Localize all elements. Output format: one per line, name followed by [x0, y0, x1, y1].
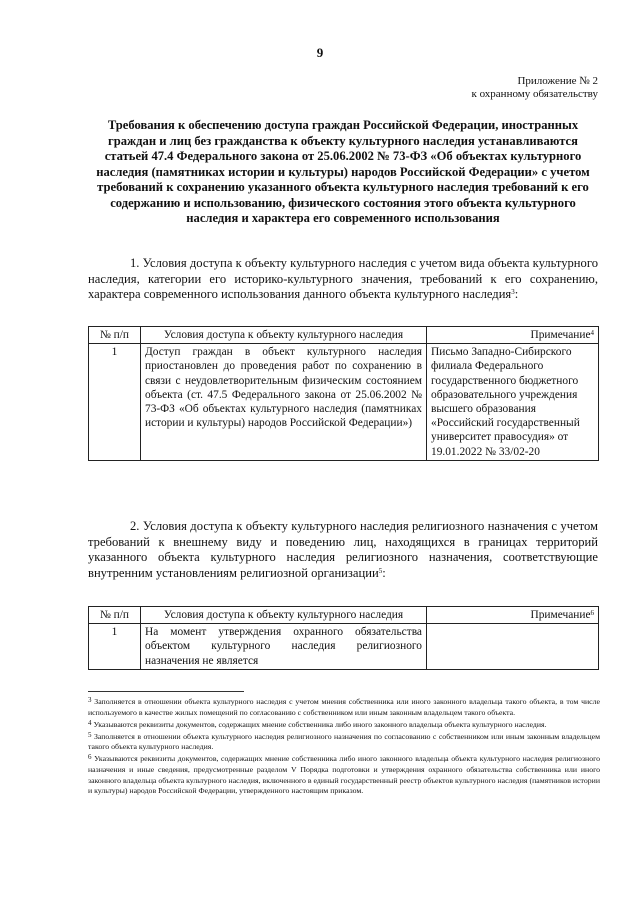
section-1-paragraph — [88, 256, 598, 303]
footnote-ref-3[interactable]: 3 — [511, 288, 515, 296]
footnotes — [88, 697, 600, 798]
section-1-tail: : — [514, 287, 519, 301]
header-note-label: Примечание — [530, 329, 591, 341]
table-row — [89, 624, 599, 670]
row-condition: Доступ граждан в объект культурного наследия приостановлен до проведения работ по сохранению в связи с неудовлетворительным физическим состоянием объекта (ст. 47.5 Федерального закона от 25.06.2002 № 73-ФЗ «Об объектах культурного наследия (памятниках истории и культуры) народов Российской Федерации») — [141, 344, 427, 461]
header-note — [427, 327, 599, 344]
footnote-marker: 5 — [88, 730, 92, 739]
row-condition: На момент утверждения охранного обязательства объектом культурного наследия религиозного назначения не является — [141, 624, 427, 670]
header-note-label: Примечание — [530, 609, 591, 621]
footnote-marker: 6 — [88, 753, 92, 762]
header-num: № п/п — [89, 327, 141, 344]
header-condition: Условия доступа к объекту культурного наследия — [141, 327, 427, 344]
appendix-line-2: к охранному обязательству — [471, 88, 598, 100]
footnote-text: Указываются реквизиты документов, содержащих мнение собственника либо иного законного владельца объекта культурного наследия религиозного назначения и иные сведения, предусмотренные разделом V Порядка подготовки и утверждения охранного обязательства собственника или иного законного владельца объекта культурного наследия, включенного в единый государственный реестр объектов культурного наследия (памятников истории и культуры) народов Российской Федерации, утвержденного настоящим приказом. — [88, 754, 600, 796]
footnote-ref-6[interactable]: 6 — [590, 609, 594, 617]
row-num: 1 — [89, 624, 141, 670]
table-header-row — [89, 607, 599, 624]
footnote-separator — [88, 691, 244, 692]
footnote-marker: 4 — [88, 718, 92, 727]
document-title: Требования к обеспечению доступа граждан Российской Федерации, иностранных граждан и лиц без гражданства к объекту культурного наследия устанавливаются статьей 47.4 Федерального закона от 25.06.2002 № 73-ФЗ «Об объектах культурного наследия (памятниках истории и культуры) народов Российской Федерации» с учетом требований к сохранению указанного объекта культурного наследия требований к его содержанию и использованию, физического состояния этого объекта культурного наследия и характера его современного использования — [96, 118, 590, 225]
footnote-text: Заполняется в отношении объекта культурного наследия с учетом мнения собственника или иного законного владельца такого объекта, в том числе используемого в качестве жилых помещений по согласованию с собственником или иным законным владельцем такого объекта. — [88, 697, 600, 717]
row-note: Письмо Западно-Сибирского филиала Федерального государственного бюджетного образовательного учреждения высшего образования «Российский государственный университет правосудия» от 19.01.2022 № 33/02-20 — [427, 344, 599, 461]
footnote-marker: 3 — [88, 696, 92, 704]
header-condition: Условия доступа к объекту культурного наследия — [141, 607, 427, 624]
section-2-text: 2. Условия доступа к объекту культурного наследия религиозного назначения с учетом требований к внешнему виду и поведению лиц, находящихся в границах территорий указанного объекта культурного наследия религиозного назначения, соответствующие внутренним установлениям религиозной организации — [88, 519, 598, 580]
table-header-row — [89, 327, 599, 344]
appendix-line-1: Приложение № 2 — [517, 75, 598, 87]
footnote-text: Указываются реквизиты документов, содержащих мнение собственника либо иного законного владельца объекта культурного наследия. — [93, 719, 547, 729]
header-num: № п/п — [89, 607, 141, 624]
footnote-4 — [88, 720, 600, 731]
section-2-paragraph — [88, 519, 598, 581]
footnote-text: Заполняется в отношении объекта культурного наследия религиозного назначения по согласованию с собственником или иным законным владельцем такого объекта культурного наследия. — [88, 731, 601, 752]
header-note — [427, 607, 599, 624]
row-note — [427, 624, 599, 670]
footnote-ref-5[interactable]: 5 — [378, 566, 383, 575]
appendix-heading — [471, 75, 598, 101]
page-number: 9 — [316, 45, 324, 60]
table-row — [89, 344, 599, 461]
footnote-6 — [88, 754, 600, 796]
religious-access-conditions-table — [88, 606, 599, 670]
footnote-ref-4[interactable]: 4 — [590, 329, 594, 337]
section-1-text: 1. Условия доступа к объекту культурного наследия с учетом вида объекта культурного наследия, категории его историко-культурного значения, требований к его сохранению, характера современного использования данного объекта культурного наследия — [88, 256, 598, 301]
section-2-tail: : — [382, 565, 386, 580]
access-conditions-table — [88, 326, 599, 461]
footnote-3 — [88, 697, 600, 718]
footnote-5 — [88, 732, 600, 753]
row-num: 1 — [89, 344, 141, 461]
